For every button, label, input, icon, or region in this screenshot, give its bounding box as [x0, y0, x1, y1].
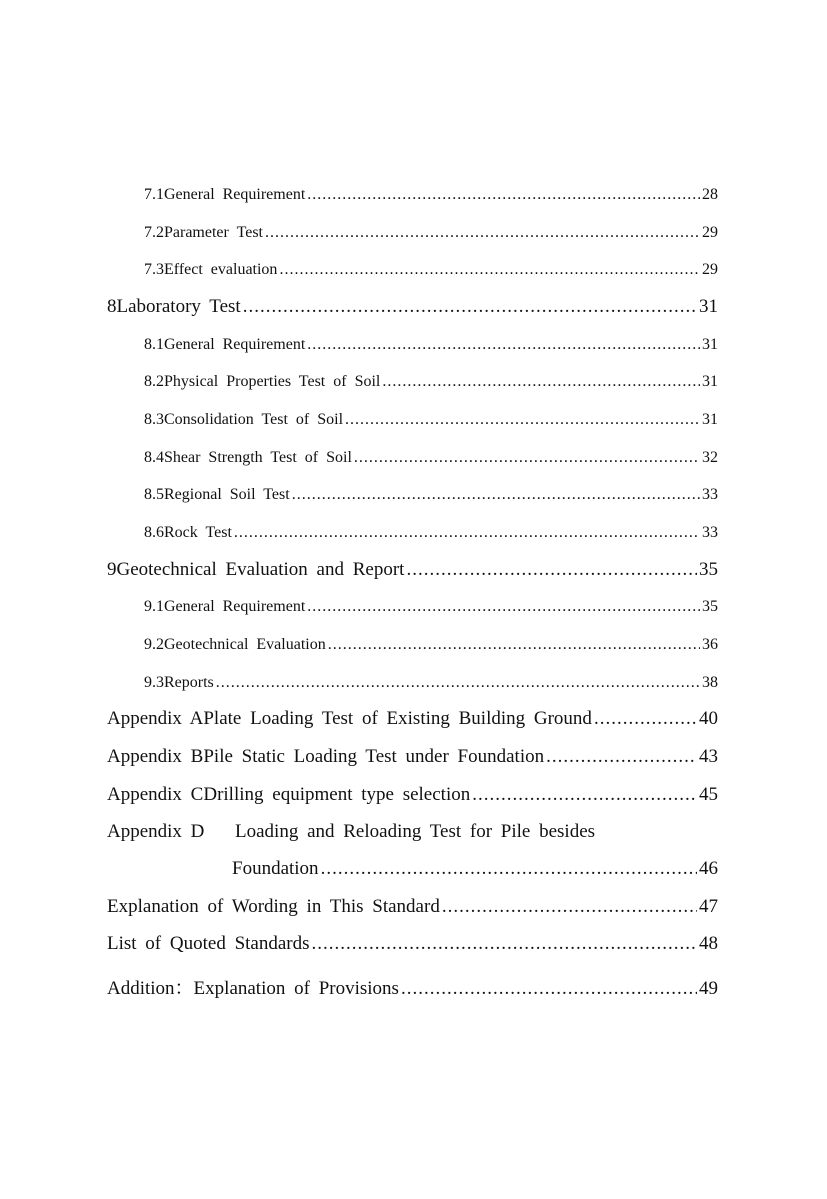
toc-dot-leader [279, 261, 700, 279]
toc-entry-number: 8.2 [144, 373, 164, 390]
toc-entry-page: 46 [699, 858, 718, 879]
toc-dot-leader [406, 559, 697, 581]
toc-entry-number: 8 [107, 296, 117, 317]
toc-entry[interactable] [144, 224, 718, 242]
toc-dot-leader [354, 449, 700, 467]
toc-entry-page: 49 [699, 978, 718, 999]
toc-dot-leader [472, 784, 697, 806]
toc-entry-page: 28 [702, 186, 718, 203]
toc-entry-page: 40 [699, 708, 718, 729]
toc-entry-page: 33 [702, 486, 718, 503]
toc-entry-title: Loading and Reloading Test for Pile besides [235, 821, 596, 842]
toc-entry-page: 31 [702, 373, 718, 390]
toc-entry[interactable] [144, 598, 718, 616]
toc-dot-leader [265, 224, 700, 242]
toc-entry[interactable] [107, 559, 718, 581]
toc-entry-page: 31 [699, 296, 718, 317]
toc-entry[interactable] [144, 674, 718, 692]
toc-entry-number: 9 [107, 559, 117, 580]
toc-entry[interactable] [107, 973, 718, 1000]
toc-entry-number: Appendix A [107, 708, 204, 729]
toc-entry-number: 8.4 [144, 449, 164, 466]
toc-entry-number: 8.6 [144, 524, 164, 541]
toc-dot-leader [312, 933, 697, 955]
toc-entry-title: Rock Test [164, 524, 232, 541]
toc-dot-leader [234, 524, 700, 542]
toc-entry-page: 48 [699, 933, 718, 954]
toc-entry-number: 9.3 [144, 674, 164, 691]
toc-entry-number: 7.1 [144, 186, 164, 203]
toc-entry-title: Effect evaluation [164, 261, 278, 278]
toc-entry-page: 35 [699, 559, 718, 580]
toc-entry[interactable] [144, 373, 718, 391]
toc-entry-number: Appendix D [107, 821, 205, 842]
toc-entry[interactable] [144, 524, 718, 542]
toc-entry-appendix[interactable] [107, 746, 718, 768]
toc-entry-number: 8.3 [144, 411, 164, 428]
toc-entry-title: General Requirement [164, 336, 306, 353]
toc-entry-number: 7.3 [144, 261, 164, 278]
toc-entry-page: 31 [702, 411, 718, 428]
toc-entry-title: Laboratory Test [116, 296, 241, 317]
toc-entry-title: Regional Soil Test [164, 486, 290, 503]
toc-entry-number: 9.1 [144, 598, 164, 615]
toc-entry[interactable] [144, 449, 718, 467]
toc-dot-leader [321, 858, 697, 880]
toc-dot-leader [307, 336, 700, 354]
toc-dot-leader [546, 746, 697, 768]
toc-entry-number: Appendix B [107, 746, 204, 767]
toc-entry-number: 9.2 [144, 636, 164, 653]
toc-entry[interactable] [144, 411, 718, 429]
toc-entry-page: 33 [702, 524, 718, 541]
toc-entry-page: 45 [699, 784, 718, 805]
toc-dot-leader [292, 486, 700, 504]
toc-entry-title-continued: Foundation [232, 858, 319, 879]
toc-entry-number: 7.2 [144, 224, 164, 241]
toc-entry-title: Shear Strength Test of Soil [164, 449, 352, 466]
toc-entry-page: 31 [702, 336, 718, 353]
toc-entry-title: Plate Loading Test of Existing Building Ground [203, 708, 592, 729]
toc-entry[interactable] [107, 296, 718, 318]
toc-entry-title: Geotechnical Evaluation and Report [116, 559, 405, 580]
toc-entry-title: General Requirement [164, 598, 306, 615]
toc-entry-number: 8.1 [144, 336, 164, 353]
toc-entry-page: 32 [702, 449, 718, 466]
toc-dot-leader [243, 296, 697, 318]
toc-entry-page: 29 [702, 261, 718, 278]
toc-entry-number: Appendix C [107, 784, 204, 805]
toc-entry-title: Geotechnical Evaluation [164, 636, 326, 653]
toc-entry-appendix[interactable] [107, 821, 595, 843]
toc-entry-title: Parameter Test [164, 224, 263, 241]
toc-entry[interactable] [144, 261, 718, 279]
toc-entry-title: Addition：Explanation of Provisions [107, 978, 399, 999]
toc-entry-title: List of Quoted Standards [107, 933, 310, 954]
toc-entry-appendix[interactable] [107, 708, 718, 730]
toc-entry[interactable] [144, 336, 718, 354]
toc-entry-continuation[interactable] [232, 858, 718, 880]
toc-dot-leader [307, 598, 700, 616]
toc-entry[interactable] [144, 186, 718, 204]
toc-entry-page: 36 [702, 636, 718, 653]
toc-entry[interactable] [144, 636, 718, 654]
toc-entry-title: Pile Static Loading Test under Foundation [203, 746, 545, 767]
toc-entry-appendix[interactable] [107, 784, 718, 806]
toc-entry-page: 35 [702, 598, 718, 615]
toc-entry-page: 38 [702, 674, 718, 691]
toc-entry-title: Reports [164, 674, 214, 691]
toc-dot-leader [382, 373, 700, 391]
toc-entry-page: 29 [702, 224, 718, 241]
toc-entry-title: Physical Properties Test of Soil [164, 373, 381, 390]
toc-entry-title: General Requirement [164, 186, 306, 203]
toc-entry-page: 47 [699, 896, 718, 917]
toc-dot-leader [401, 978, 697, 1000]
toc-dot-leader [442, 896, 697, 918]
toc-entry[interactable] [144, 486, 718, 504]
toc-entry-number: 8.5 [144, 486, 164, 503]
toc-entry[interactable] [107, 933, 718, 955]
toc-dot-leader [345, 411, 700, 429]
toc-entry-title: Drilling equipment type selection [203, 784, 471, 805]
toc-entry-title: Consolidation Test of Soil [164, 411, 344, 428]
toc-entry-page: 43 [699, 746, 718, 767]
toc-dot-leader [594, 708, 697, 730]
toc-entry-title: Explanation of Wording in This Standard [107, 896, 440, 917]
toc-dot-leader [307, 186, 700, 204]
toc-dot-leader [328, 636, 700, 654]
toc-entry[interactable] [107, 896, 718, 918]
toc-dot-leader [216, 674, 700, 692]
